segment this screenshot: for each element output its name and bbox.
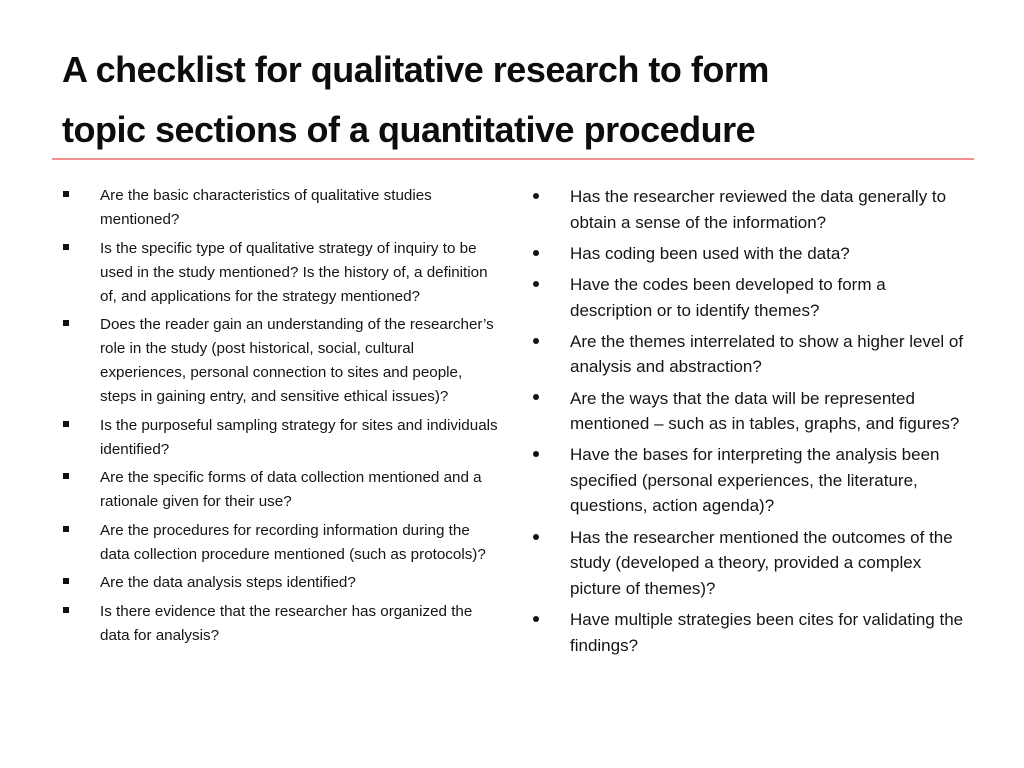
right-checklist: [530, 184, 970, 664]
checklist-item: [62, 237, 498, 309]
checklist-item-text: Has coding been used with the data?: [570, 243, 850, 263]
checklist-item-text: Are the data analysis steps identified?: [100, 574, 356, 591]
checklist-item: [62, 414, 498, 462]
round-bullet-icon: [530, 241, 570, 267]
checklist-item-text: Have multiple strategies been cites for validating the findings?: [570, 610, 964, 655]
left-checklist: [62, 184, 498, 652]
checklist-item: [530, 241, 970, 267]
square-bullet-icon: [62, 571, 100, 595]
checklist-item: [62, 466, 498, 514]
round-bullet-icon: [530, 272, 570, 298]
checklist-item-text: Has the researcher reviewed the data generally to obtain a sense of the information?: [570, 187, 947, 232]
square-bullet-icon: [62, 184, 100, 208]
square-bullet-icon: [62, 600, 100, 624]
round-bullet-icon: [530, 329, 570, 355]
checklist-item-text: Is the specific type of qualitative strategy of inquiry to be used in the study mentioned? Is the history of, a definition of, and applications for the strategy mentioned?: [100, 239, 488, 305]
checklist-item: [62, 519, 498, 567]
square-bullet-icon: [62, 519, 100, 543]
checklist-item: [62, 313, 498, 409]
round-bullet-icon: [530, 607, 570, 633]
round-bullet-icon: [530, 184, 570, 210]
checklist-item-text: Have the bases for interpreting the analysis been specified (personal experiences, the literature, questions, action agenda)?: [570, 445, 940, 516]
round-bullet-icon: [530, 386, 570, 412]
checklist-item-text: Are the basic characteristics of qualitative studies mentioned?: [100, 187, 432, 228]
square-bullet-icon: [62, 466, 100, 490]
checklist-item-text: Are the specific forms of data collection mentioned and a rationale given for their use?: [100, 469, 482, 510]
checklist-item: [530, 272, 970, 323]
checklist-item: [62, 600, 498, 648]
square-bullet-icon: [62, 313, 100, 337]
slide-title-line-1: A checklist for qualitative research to form: [62, 49, 769, 90]
square-bullet-icon: [62, 237, 100, 261]
square-bullet-icon: [62, 414, 100, 438]
checklist-item-text: Has the researcher mentioned the outcomes of the study (developed a theory, provided a complex picture of themes)?: [570, 527, 953, 598]
checklist-item-text: Have the codes been developed to form a description or to identify themes?: [570, 275, 886, 320]
checklist-item-text: Is there evidence that the researcher has organized the data for analysis?: [100, 602, 473, 644]
checklist-item: [530, 525, 970, 602]
checklist-item-text: Are the procedures for recording information during the data collection procedure mentioned (such as protocols)?: [100, 521, 486, 563]
round-bullet-icon: [530, 525, 570, 551]
checklist-item: [530, 184, 970, 235]
slide-title: [62, 40, 962, 160]
checklist-item-text: Does the reader gain an understanding of the researcher’s role in the study (post historical, social, cultural experiences, personal connection to sites and people, steps in gaining entry, and sensitive ethical issues)?: [100, 316, 494, 405]
checklist-item: [530, 386, 970, 437]
checklist-item-text: Are the themes interrelated to show a higher level of analysis and abstraction?: [570, 331, 964, 377]
checklist-item: [530, 442, 970, 519]
round-bullet-icon: [530, 442, 570, 468]
slide-title-line-2: topic sections of a quantitative procedure: [62, 109, 756, 150]
checklist-item-text: Are the ways that the data will be represented mentioned – such as in tables, graphs, and figures?: [570, 388, 960, 434]
title-divider: [52, 158, 974, 160]
checklist-item: [530, 607, 970, 658]
checklist-item: [530, 329, 970, 380]
checklist-item-text: Is the purposeful sampling strategy for sites and individuals identified?: [100, 416, 498, 458]
checklist-item: [62, 571, 498, 595]
checklist-item: [62, 184, 498, 232]
